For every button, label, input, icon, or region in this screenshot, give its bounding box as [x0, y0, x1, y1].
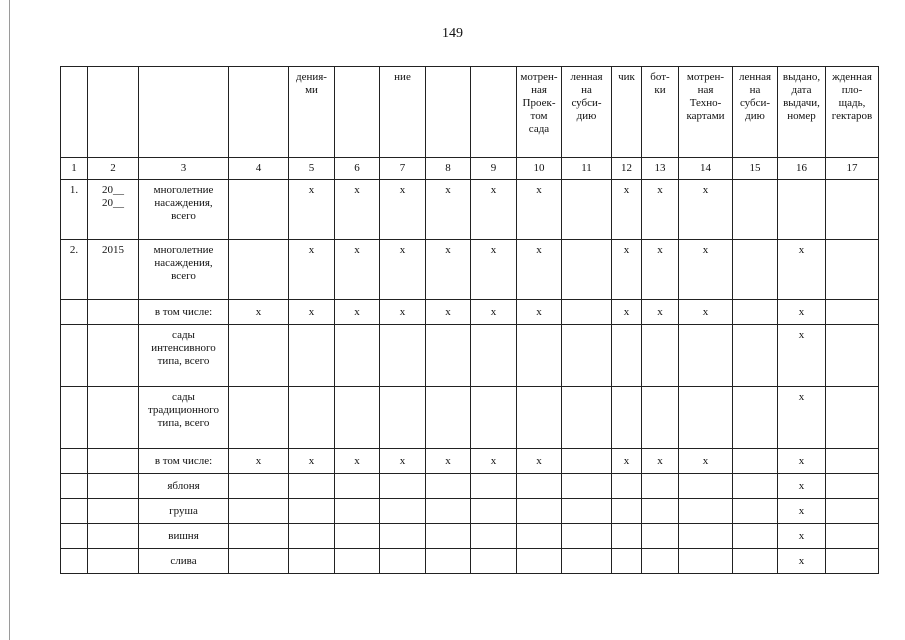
table-cell	[778, 180, 826, 240]
table-cell	[679, 474, 733, 499]
table-cell: x	[778, 474, 826, 499]
table-cell	[426, 387, 471, 449]
table-cell	[88, 549, 139, 574]
column-number-cell: 5	[289, 158, 335, 180]
table-row	[61, 449, 879, 474]
table-cell: x	[778, 240, 826, 300]
table-cell: x	[612, 180, 642, 240]
table-cell: x	[517, 449, 562, 474]
table-row	[61, 240, 879, 300]
table-cell	[61, 300, 88, 325]
header-cell: ленная на субси- дию	[562, 67, 612, 158]
header-cell: выдано, дата выдачи, номер	[778, 67, 826, 158]
table-cell	[229, 549, 289, 574]
table-cell	[88, 387, 139, 449]
table-cell: x	[612, 300, 642, 325]
table-cell	[826, 240, 879, 300]
table-cell: 2.	[61, 240, 88, 300]
table-cell	[517, 524, 562, 549]
table-cell	[562, 240, 612, 300]
header-cell: мотрен- ная Проек- том сада	[517, 67, 562, 158]
table-cell	[229, 524, 289, 549]
column-number-cell: 8	[426, 158, 471, 180]
table-cell: x	[778, 325, 826, 387]
header-cell	[61, 67, 88, 158]
column-number-cell: 4	[229, 158, 289, 180]
table-row	[61, 549, 879, 574]
table-cell: яблоня	[139, 474, 229, 499]
column-number-cell: 9	[471, 158, 517, 180]
table-cell	[88, 300, 139, 325]
table-cell: x	[426, 300, 471, 325]
table-cell	[289, 474, 335, 499]
table-cell	[471, 499, 517, 524]
table-cell	[517, 387, 562, 449]
table-cell: x	[335, 449, 380, 474]
table-cell: x	[642, 449, 679, 474]
column-number-cell: 15	[733, 158, 778, 180]
table-cell: многолетние насаждения, всего	[139, 180, 229, 240]
table-cell	[679, 325, 733, 387]
table-cell	[426, 524, 471, 549]
table-cell: x	[778, 549, 826, 574]
table-cell: x	[679, 240, 733, 300]
column-number-row	[61, 158, 879, 180]
table-cell	[229, 180, 289, 240]
table-cell	[380, 325, 426, 387]
table-cell	[426, 499, 471, 524]
table-row	[61, 499, 879, 524]
table-cell	[229, 474, 289, 499]
table-cell	[562, 524, 612, 549]
table-cell: x	[380, 449, 426, 474]
header-cell	[229, 67, 289, 158]
table-cell	[612, 474, 642, 499]
table-cell	[229, 325, 289, 387]
table-cell: 20__ 20__	[88, 180, 139, 240]
table-row	[61, 180, 879, 240]
table-cell	[826, 387, 879, 449]
header-cell: дения- ми	[289, 67, 335, 158]
table-cell: x	[289, 300, 335, 325]
table-cell	[229, 387, 289, 449]
table-cell	[335, 524, 380, 549]
column-number-cell: 7	[380, 158, 426, 180]
table-cell	[733, 549, 778, 574]
header-cell	[471, 67, 517, 158]
table-cell	[471, 387, 517, 449]
header-cell	[335, 67, 380, 158]
table-cell	[61, 325, 88, 387]
table-cell	[562, 325, 612, 387]
table-cell: x	[517, 180, 562, 240]
table-cell	[517, 499, 562, 524]
table-cell	[826, 449, 879, 474]
column-number-cell: 16	[778, 158, 826, 180]
table-cell	[679, 524, 733, 549]
table-cell	[335, 474, 380, 499]
table-cell: x	[426, 240, 471, 300]
column-number-cell: 3	[139, 158, 229, 180]
table-cell: x	[471, 240, 517, 300]
table-cell: x	[471, 449, 517, 474]
page-number: 149	[442, 26, 463, 41]
table-cell	[679, 499, 733, 524]
table-cell: x	[679, 180, 733, 240]
table-cell	[562, 387, 612, 449]
column-number-cell: 17	[826, 158, 879, 180]
table-cell	[380, 549, 426, 574]
column-number-cell: 11	[562, 158, 612, 180]
header-cell	[88, 67, 139, 158]
table-cell	[471, 474, 517, 499]
table-row	[61, 325, 879, 387]
table-cell	[426, 549, 471, 574]
table-cell: сады интенсивного типа, всего	[139, 325, 229, 387]
table-cell: x	[612, 449, 642, 474]
column-number-cell: 1	[61, 158, 88, 180]
table-cell: x	[289, 180, 335, 240]
table-cell: x	[679, 300, 733, 325]
table-cell	[61, 549, 88, 574]
table-row	[61, 300, 879, 325]
table-cell: x	[778, 524, 826, 549]
table-cell: x	[335, 180, 380, 240]
table-cell	[289, 549, 335, 574]
table-cell: x	[778, 499, 826, 524]
table-cell	[562, 449, 612, 474]
table-cell	[335, 325, 380, 387]
table-cell: x	[517, 240, 562, 300]
table-cell	[289, 499, 335, 524]
header-cell: бот- ки	[642, 67, 679, 158]
table-cell	[642, 387, 679, 449]
table-cell: x	[612, 240, 642, 300]
table-cell	[733, 449, 778, 474]
table-cell	[733, 499, 778, 524]
table-cell	[88, 474, 139, 499]
table-cell	[826, 549, 879, 574]
header-row	[61, 67, 879, 158]
table-cell	[335, 387, 380, 449]
header-cell	[139, 67, 229, 158]
table-cell: x	[778, 449, 826, 474]
table-cell	[335, 499, 380, 524]
table-cell	[471, 524, 517, 549]
table-cell: x	[778, 387, 826, 449]
table-cell	[471, 325, 517, 387]
page-margin-line	[9, 0, 10, 640]
table-cell	[289, 524, 335, 549]
table-cell	[380, 524, 426, 549]
table-row	[61, 474, 879, 499]
table-cell: в том числе:	[139, 449, 229, 474]
table-cell	[826, 499, 879, 524]
table-cell: x	[335, 300, 380, 325]
table-cell	[642, 499, 679, 524]
table-row	[61, 387, 879, 449]
column-number-cell: 2	[88, 158, 139, 180]
table-cell	[380, 387, 426, 449]
table-cell	[88, 325, 139, 387]
table-cell	[61, 474, 88, 499]
column-number-cell: 14	[679, 158, 733, 180]
table-cell	[733, 300, 778, 325]
table-cell	[61, 449, 88, 474]
table-cell: в том числе:	[139, 300, 229, 325]
table-cell	[289, 387, 335, 449]
table-cell	[61, 524, 88, 549]
table-cell	[380, 474, 426, 499]
table-cell	[229, 240, 289, 300]
table-cell	[517, 474, 562, 499]
header-cell: ленная на субси- дию	[733, 67, 778, 158]
column-number-cell: 6	[335, 158, 380, 180]
table-cell: x	[517, 300, 562, 325]
table-cell	[679, 387, 733, 449]
table-cell	[61, 499, 88, 524]
header-cell	[426, 67, 471, 158]
table-cell	[733, 474, 778, 499]
table-cell	[733, 325, 778, 387]
table-cell	[642, 524, 679, 549]
table-cell: 1.	[61, 180, 88, 240]
table-cell: x	[289, 449, 335, 474]
table-cell	[733, 180, 778, 240]
table-cell	[679, 549, 733, 574]
table-cell	[229, 499, 289, 524]
table-cell	[88, 449, 139, 474]
table-cell: x	[380, 180, 426, 240]
table-cell	[471, 549, 517, 574]
table-cell	[642, 474, 679, 499]
header-cell: ние	[380, 67, 426, 158]
table-cell: x	[335, 240, 380, 300]
table-cell	[517, 325, 562, 387]
table-cell	[642, 549, 679, 574]
table-cell: x	[642, 180, 679, 240]
table-cell	[733, 240, 778, 300]
data-table	[60, 66, 879, 574]
table-cell: 2015	[88, 240, 139, 300]
header-cell: чик	[612, 67, 642, 158]
table-cell	[562, 300, 612, 325]
table-cell	[562, 180, 612, 240]
table-cell	[426, 474, 471, 499]
column-number-cell: 10	[517, 158, 562, 180]
table-cell: многолетние насаждения, всего	[139, 240, 229, 300]
table-cell	[562, 549, 612, 574]
table-cell	[826, 524, 879, 549]
table-cell	[335, 549, 380, 574]
table-cell: x	[778, 300, 826, 325]
table-cell	[733, 524, 778, 549]
table-cell: x	[229, 449, 289, 474]
table-cell	[289, 325, 335, 387]
table-cell	[826, 474, 879, 499]
table-cell	[733, 387, 778, 449]
table-cell	[612, 499, 642, 524]
header-cell: мотрен- ная Техно- картами	[679, 67, 733, 158]
column-number-cell: 13	[642, 158, 679, 180]
table-cell	[380, 499, 426, 524]
table-cell	[612, 524, 642, 549]
table-cell: x	[642, 300, 679, 325]
table-cell: x	[426, 449, 471, 474]
table-cell: x	[426, 180, 471, 240]
column-number-cell: 12	[612, 158, 642, 180]
table-cell	[612, 387, 642, 449]
table-cell: вишня	[139, 524, 229, 549]
table-cell	[826, 180, 879, 240]
header-cell: жденная пло- щадь, гектаров	[826, 67, 879, 158]
table-cell	[612, 549, 642, 574]
table-cell	[562, 499, 612, 524]
table-cell	[88, 499, 139, 524]
table-cell: x	[380, 300, 426, 325]
table-cell: x	[471, 180, 517, 240]
table-cell	[612, 325, 642, 387]
table-cell: x	[642, 240, 679, 300]
table-cell: груша	[139, 499, 229, 524]
table-row	[61, 524, 879, 549]
table-cell	[562, 474, 612, 499]
table-cell	[517, 549, 562, 574]
table-cell: сады традиционного типа, всего	[139, 387, 229, 449]
table-cell	[826, 325, 879, 387]
table-cell	[426, 325, 471, 387]
table-cell: x	[229, 300, 289, 325]
table-cell: x	[380, 240, 426, 300]
table-cell	[642, 325, 679, 387]
table-cell	[826, 300, 879, 325]
table-cell: слива	[139, 549, 229, 574]
table-cell: x	[471, 300, 517, 325]
table-cell	[88, 524, 139, 549]
table-cell: x	[289, 240, 335, 300]
table-cell: x	[679, 449, 733, 474]
table-cell	[61, 387, 88, 449]
